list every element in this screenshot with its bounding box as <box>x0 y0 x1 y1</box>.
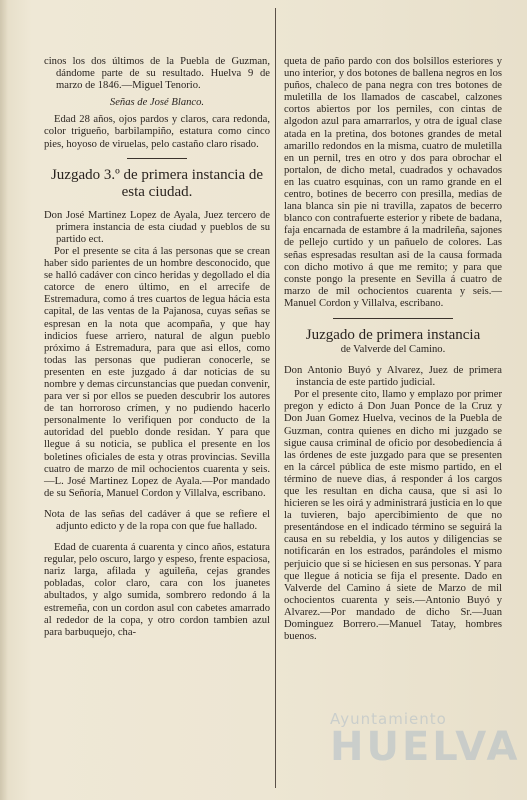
left-paragraph-2: Edad 28 años, ojos pardos y claros, cara redonda, color trigueño, barbilampiño, estatura como cinco pies, hoyoso de viruelas, pelo castaño claro risado. <box>44 114 270 150</box>
column-divider <box>275 8 276 788</box>
left-column <box>44 56 270 639</box>
left-paragraph-6: Edad de cuarenta á cuarenta y cinco años, estatura regular, pelo oscuro, largo y espeso, frente espaciosa, nariz larga, afilada y aguileña, cejas grandes pobladas, color claro, cara con los juanetes abultados, y algo sumida, sombrero redondo á la estremeña, con un cordon asul con cabetes amarrado al rededor de la copa, y otro cordon tambien azul para barbuquejo, cha- <box>44 542 270 638</box>
archive-watermark <box>330 710 520 770</box>
left-paragraph-3: Don José Martinez Lopez de Ayala, Juez tercero de primera instancia de esta ciudad y pueblos de su partido ect. <box>44 209 270 245</box>
left-paragraph-4: Por el presente se cita á las personas que se crean haber sido parientes de un hombre desconocido, que se halló cadáver con cinco heridas y degollado el dia catorce de enero último, en el arrecife de Estremadura, como á tres cuartos de legua hácia esta capital, de las ventas de la Pajanosa, cuyas señas se espresan en la nota que acompaña, y que hay indicios fuese arriero, natural de algun pueblo próximo á Estremadura, para que asi ellos, como todas las personas que pudieran conocerle, se presenten en este juzgado á dar noticias de su nombre y demas circunstancias que puedan convenir, para ver si por ellos se pueden descubrir los autores de tan horroroso crímen, y no pudiendo hacerlo personalmente lo verifiquen por conducto de la autoridad del pueblo donde residan. Y para que llegue á su noticia, se publica el presente en los boletines oficiales de esta y otras provincias. Sevilla cuatro de marzo de mil ochocientos cuarenta y seis.—L. José Martinez Lopez de Ayala.—Por mandado de su Señoría, Manuel Cordon y Villalva, escribano. <box>44 245 270 499</box>
watermark-line-1: Ayuntamiento <box>330 710 447 728</box>
right-column <box>284 56 502 643</box>
left-heading: Juzgado 3.º de primera instancia de esta ciudad. <box>50 166 264 200</box>
senas-title: Señas de José Blanco. <box>109 97 205 109</box>
right-paragraph-2: Don Antonio Buyó y Alvarez, Juez de primera instancia de este partido judicial. <box>284 365 502 389</box>
left-paragraph-1: cinos los dos últimos de la Puebla de Guzman, dándome parte de su resultado. Huelva 9 de marzo de 1846.—Miguel Tenorio. <box>44 56 270 92</box>
right-paragraph-3: Por el presente cito, llamo y emplazo por primer pregon y edicto á Don Juan Ponce de la Cruz y Don Juan Gomez Huelva, vecinos de la Puebla de Guzman, contra quienes en dicho mi juzgado se sigue causa criminal de oficio por desobediencia á las órdenes de este juzgado para que se presenten en la cárcel pública de este mismo partido, en el término de nueve dias, á responder á los cargos que les resultan en dicha causa, que si asi lo hicieren se les oirá y administrará justicia en lo que la tuvieren, bajo apercibimiento de que no presentándose en el indicado término se seguirá la causa en su rebeldia, y los autos y diligencias se notificarán en los estrados, parándoles el mismo perjuicio que si se hiciesen en sus personas. Y para que llegue á noticia se fija el presente. Dado en Valverde del Camino á siete de Marzo de mil ochocientos cuarenta y seis.—Antonio Buyó y Alvarez.—Por mandado de dicho Sr.—Juan Dominguez Borrero.—Manuel Tatay, hombres buenos. <box>284 389 502 643</box>
left-paragraph-5: Nota de las señas del cadáver á que se refiere el adjunto edicto y de la ropa con que fue hallado. <box>44 508 270 532</box>
separator-rule <box>127 158 187 159</box>
page-fold-shadow <box>0 0 8 800</box>
separator-rule-right <box>333 318 453 319</box>
right-paragraph-1: queta de paño pardo con dos bolsillos esteriores y uno interior, y dos botones de ballena negros en los puños, chaleco de pana negra con tres botones de muletilla de los llamados de cascabel, calzones cortos abiertos por los perniles, con cintas de algodon azul para amarrarlos, y otra de igual clase atada en la pretina, dos botones grandes de metal amarillo redondos en la misma, cuatro de muletilla en un pernil, tres en otro y dos para obrochar el portalon, de dicho metal, cuadrados y ochavados en las cuatro esquinas, con un ramo grande en el centro, botines de becerro con presilla, medias de lana blanca sin pie ni travilla, zapatos de becerro blanco con contrafuerte esterior y ribete de badana, faja encarnada de estambre á la madrileña, sajones de pellejo curtido y un pañuelo de colores. Las señas espresadas resultan asi de la causa formada con dicho motivo á que me remito; y para que conste pongo la presente en Sevilla á cuatro de marzo de mil ochocientos cuarenta y seis.—Manuel Cordon y Villalva, escribano. <box>284 56 502 309</box>
watermark-line-2: HUELVA <box>330 724 521 770</box>
right-heading: Juzgado de primera instancia <box>305 326 481 343</box>
right-subheading: de Valverde del Camino. <box>340 343 446 355</box>
